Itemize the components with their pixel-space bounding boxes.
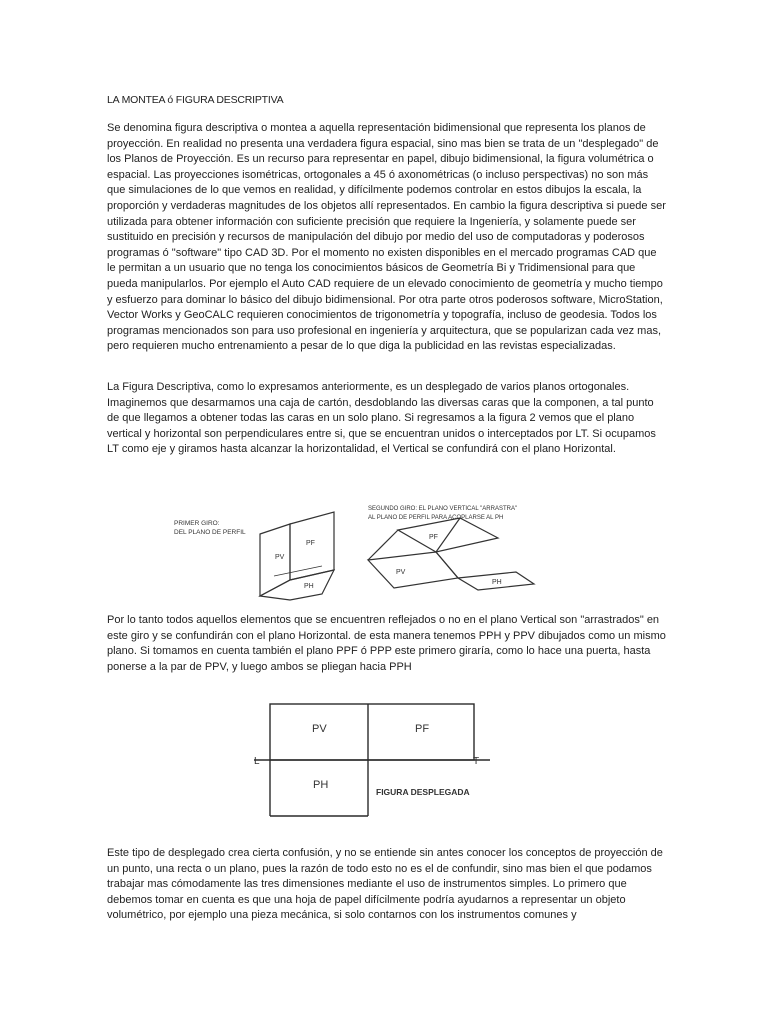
unfolded-label-t: T bbox=[473, 756, 480, 767]
first-rotation-caption-1: PRIMER GIRO: bbox=[174, 520, 220, 527]
figure-plane-rotations bbox=[140, 496, 590, 606]
paragraph-1: Se denomina figura descriptiva o montea a aquella representación bidimensional que representa los planos de proyección. En realidad no presenta una verdadera figura espacial, sino mas bien se trata de un "desplegado" de los Planos de Proyección. Es un recurso para representar en papel, dibujo bidimensional, la figura volumétrica o espacial. Las proyecciones isométricas, ortogonales a 45 ó axonométricas (o incluso perspectivas) no son más que simulaciones de lo que vemos en realidad, y difícilmente podemos controlar en estos dibujos la escala, la proporción y verdaderas magnitudes de los objetos allí representados. En cambio la figura descriptiva si puede ser utilizada para obtener información con suficiente precisión que requiere la Ingeniería, y solamente puede ser sustituido en precisión y recursos de manipulación del dibujo por medio del uso de computadoras y poderosos programas ó "software" tipo CAD 3D. Por el momento no existen disponibles en el mercado programas CAD que le permitan a un usuario que no tenga los conocimientos básicos de Geometría Bi y Tridimensional para que pueda manipularlos. Por ejemplo el Auto CAD requiere de un elevado conocimiento de geometría y mucho tiempo y esfuerzo para dominar lo básico del dibujo bidimensional. Por otra parte otros poderosos software, MicroStation, Vector Works y GeoCALC requieren conocimientos de trigonometría y topografía, incluso de geodesia. Todos los programas mencionados son para uso profesional en ingeniería y arquitectura, que se popularizan cada vez mas, pero requieren mucho entrenamiento a pesar de lo que diga la publicidad en las revistas especializadas. bbox=[107, 122, 666, 353]
unfolded-label-pf: PF bbox=[415, 723, 430, 735]
second-rotation-caption-2: AL PLANO DE PERFIL PARA ACOPLARSE AL PH bbox=[368, 515, 504, 521]
unfolded-diagram bbox=[254, 704, 490, 816]
second-rotation-label-pf: PF bbox=[429, 534, 438, 541]
unfolded-label-ph: PH bbox=[313, 779, 329, 791]
paragraph-2: La Figura Descriptiva, como lo expresamos anteriormente, es un desplegado de varios planos ortogonales. Imaginemos que desarmamos una caja de cartón, desdoblando las diversas caras que la componen, a tal punto de que llegamos a obtener todas las caras en un solo plano. Si regresamos a la figura 2 vemos que el plano vertical y horizontal son perpendiculares entre si, que se encuentran unidos o interceptados por LT. Si ocupamos LT como eje y giramos hasta alcanzar la horizontalidad, el Vertical se confundirá con el plano Horizontal. bbox=[107, 381, 656, 456]
second-rotation-caption-1: SEGUNDO GIRO: EL PLANO VERTICAL "ARRASTRA" bbox=[368, 506, 518, 512]
unfolded-caption: FIGURA DESPLEGADA bbox=[376, 787, 470, 797]
second-rotation-label-pv: PV bbox=[396, 569, 406, 576]
unfolded-label-pv: PV bbox=[312, 723, 327, 735]
first-rotation-caption-2: DEL PLANO DE PERFIL bbox=[174, 529, 246, 536]
second-rotation-sketch bbox=[368, 518, 534, 590]
figure-unfolded-planes bbox=[250, 696, 540, 826]
unfolded-label-l: L bbox=[254, 756, 260, 767]
first-rotation-sketch bbox=[260, 512, 334, 600]
second-rotation-label-ph: PH bbox=[492, 579, 502, 586]
first-rotation-label-ph: PH bbox=[304, 583, 314, 590]
first-rotation-label-pv: PV bbox=[275, 554, 285, 561]
page-title: LA MONTEA ó FIGURA DESCRIPTIVA bbox=[107, 94, 284, 106]
paragraph-4: Este tipo de desplegado crea cierta confusión, y no se entiende sin antes conocer los conceptos de proyección de un punto, una recta o un plano, pues la razón de todo esto no es el de confundir, sino mas bien el que podamos trabajar mas cómodamente las tres dimensiones mediante el uso de instrumentos simples. Lo primero que debemos tomar en cuenta es que una hoja de papel difícilmente podría ayudarnos a representar un objeto volumétrico, por ejemplo una pieza mecánica, si solo contarnos con los instrumentos comunes y bbox=[107, 847, 663, 922]
paragraph-3: Por lo tanto todos aquellos elementos que se encuentren reflejados o no en el plano Vertical son "arrastrados" en este giro y se confundirán con el plano Horizontal. de esta manera tenemos PPH y PPV dibujados como un mismo plano. Si tomamos en cuenta también el plano PPF ó PPP este primero giraría, como lo hace una puerta, hasta ponerse a la par de PPV, y luego ambos se pliegan hacia PPH bbox=[107, 614, 666, 673]
first-rotation-label-pf: PF bbox=[306, 540, 315, 547]
